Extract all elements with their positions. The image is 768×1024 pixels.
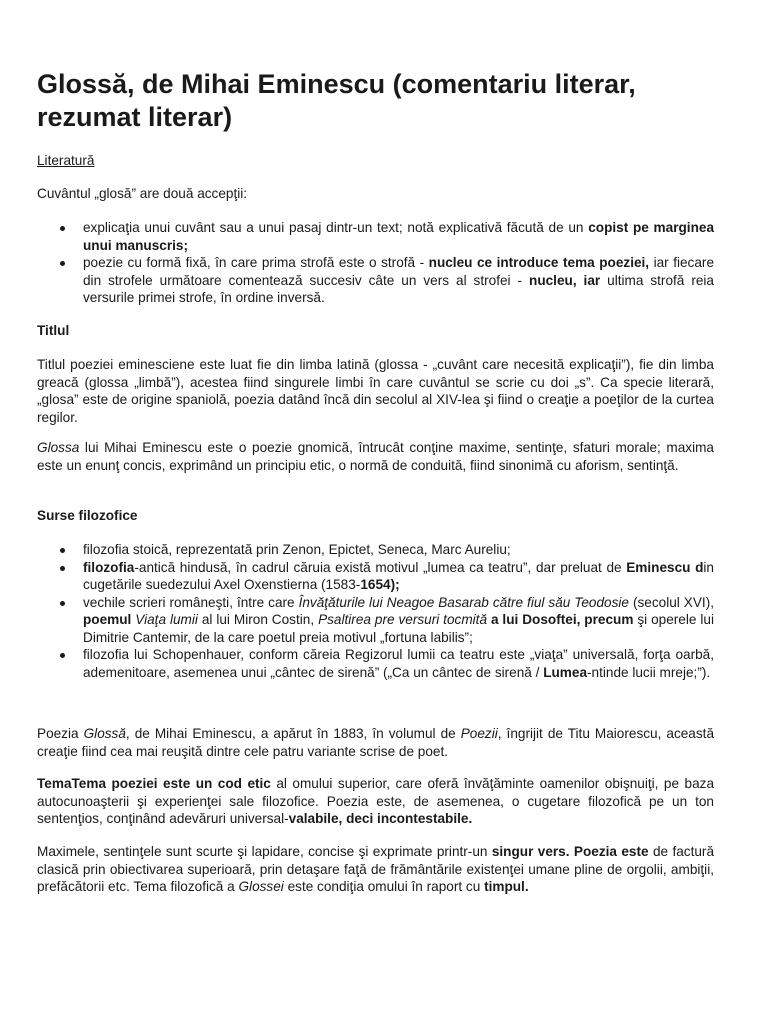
list-item: poezie cu formă fixă, în care prima strofă este o strofă - nucleu ce introduce tema poeziei, iar fiecare din strofele următoare comentează succesiv câte un vers al strofei - nucleu, iar ultima strofă reia versurile primei strofe, în ordine inversă. <box>37 254 714 307</box>
maxime-paragraph: Maximele, sentinţele sunt scurte şi lapidare, concise şi exprimate printr-un singur vers. Poezia este de factură clasică prin obiectivarea superioară, prin detaşare faţă de frământările existenţei umane pline de orgolii, ambiţii, prefăcătorii etc. Tema filozofică a Glossei este condiţia omului în raport cu timpul. <box>37 844 715 894</box>
titlu-paragraph-1: Titlul poeziei eminesciene este luat fie din limba latină (glossa - „cuvânt care necesită explicaţii”), fie din limba greacă (glossa „limbă”), acestea fiind singurele limbi în care cuvântul se scrie cu doi „s”. Ca specie literară, „glosa” este de origine spaniolă, poezia datând încă din secolul al XIV-lea şi fiind o creaţie a poeţilor de la curtea regilor. <box>37 357 714 425</box>
section-heading-titlu <box>37 322 714 340</box>
meanings-list <box>37 219 714 307</box>
list-item: vechile scrieri româneşti, între care Învăţăturile lui Neagoe Basarab către fiul său Teodosie (secolul XVI), poemul Viaţa lumii al lui Miron Costin, Psaltirea pre versuri tocmită a lui Dosoftei, precum şi operele lui Dimitrie Cantemir, de la care poetul preia motivul „fortuna labilis”; <box>37 594 714 647</box>
bullet-icon <box>60 653 65 658</box>
sources-list <box>37 541 714 681</box>
bullet-icon <box>60 566 65 571</box>
list-item: filozofia-antică hindusă, în cadrul căruia există motivul „lumea ca teatru”, dar preluat de Eminescu din cugetările suedezului Axel Oxenstierna (1583-1654); <box>37 559 714 594</box>
list-item: filozofia lui Schopenhauer, conform căreia Regizorul lumii ca teatru este „viaţa” universală, forţa oarbă, ademenitoare, asemenea unui „cântec de sirenă” („Ca un cântec de sirenă / Lumea-ntinde lucii mreje;”). <box>37 646 714 681</box>
title-block <box>37 68 714 134</box>
category-link[interactable]: Literatură <box>37 153 95 168</box>
section-heading: Titlul <box>37 323 70 338</box>
titlu-paragraph-2: Glossa lui Mihai Eminescu este o poezie gnomică, întrucât conţine maxime, sentinţe, sfaturi morale; maxima este un enunţ concis, exprimând un principiu etic, o normă de conduită, fiind sinonimă cu aforism, sentinţă. <box>37 440 714 473</box>
section-heading-surse <box>37 507 714 525</box>
list-item: filozofia stoică, reprezentată prin Zenon, Epictet, Seneca, Marc Aureliu; <box>37 541 714 559</box>
intro-text: Cuvântul „glosă” are două accepţii: <box>37 186 248 201</box>
poezia-paragraph: Poezia Glossă, de Mihai Eminescu, a apărut în 1883, în volumul de Poezii, îngrijit de Titu Maiorescu, această creaţie fiind cea mai reuşită dintre cele patru variante scrise de poet. <box>37 726 715 759</box>
bullet-icon <box>60 226 65 231</box>
bullet-icon <box>60 261 65 266</box>
page-title: Glossă, de Mihai Eminescu (comentariu literar, rezumat literar) <box>37 69 636 132</box>
category-block <box>37 152 714 170</box>
intro-block <box>37 185 714 203</box>
tema-paragraph: TemaTema poeziei este un cod etic al omului superior, care oferă învăţăminte oamenilor obişnuiţi, pe baza autocunoaşterii şi experienţei sale filozofice. Poezia este, de asemenea, o cugetare filozofică pe un ton sentenţios, conţinând adevăruri universal-valabile, deci incontestabile. <box>37 776 715 826</box>
bullet-icon <box>60 601 65 606</box>
bullet-icon <box>60 548 65 553</box>
list-item: explicaţia unui cuvânt sau a unui pasaj dintr-un text; notă explicativă făcută de un copist pe marginea unui manuscris; <box>37 219 714 254</box>
section-heading: Surse filozofice <box>37 508 138 523</box>
